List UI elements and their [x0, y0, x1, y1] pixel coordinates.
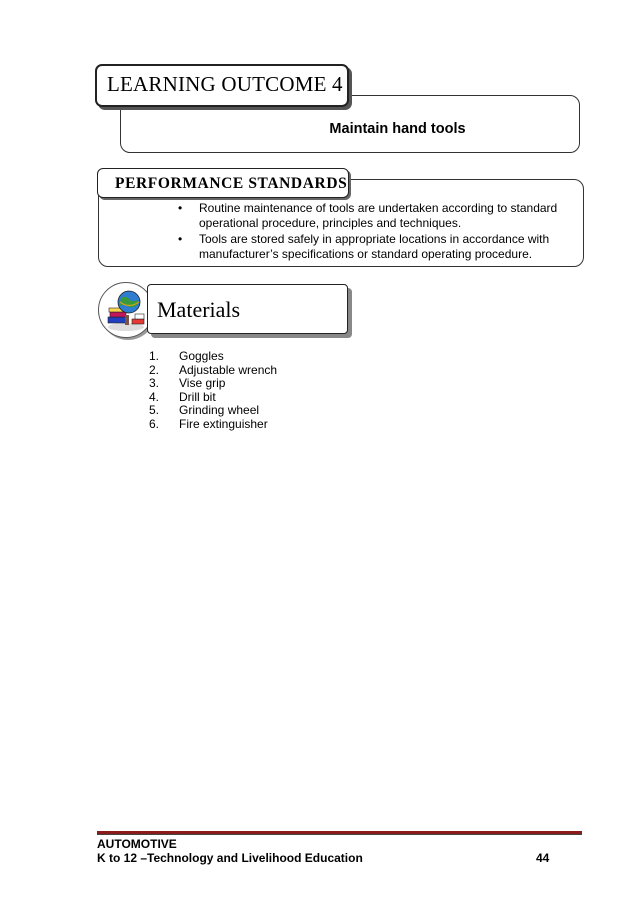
- material-text: Grinding wheel: [179, 403, 260, 417]
- list-item: [149, 350, 277, 364]
- bullet-icon: •: [178, 201, 183, 215]
- list-item: [149, 364, 277, 378]
- list-item: [149, 377, 277, 391]
- learning-outcome-label: LEARNING OUTCOME 4: [107, 72, 343, 96]
- performance-standards-tab: [97, 168, 349, 198]
- list-number: 5.: [149, 403, 160, 417]
- page-number: 44: [536, 851, 550, 865]
- list-number: 2.: [149, 362, 160, 377]
- materials-list: [149, 350, 277, 431]
- materials-label: Materials: [157, 297, 241, 322]
- learning-outcome-tab: [95, 64, 349, 107]
- standard-text: Tools are stored safely in appropriate locations in accordance with manufacturer’s specifications or standard operating procedure.: [199, 232, 550, 261]
- performance-standards-label: PERFORMANCE STANDARDS: [115, 175, 348, 192]
- list-item: [178, 201, 558, 231]
- standard-text: Routine maintenance of tools are undertaken according to standard operational procedure, principles and techniques.: [199, 201, 558, 230]
- globe-books-icon: [98, 282, 154, 338]
- list-item: [149, 404, 277, 418]
- material-text: Adjustable wrench: [179, 362, 278, 377]
- list-number: 4.: [149, 389, 160, 404]
- footer-divider: [97, 831, 582, 835]
- bullet-icon: •: [178, 232, 183, 246]
- list-item: [178, 232, 558, 262]
- material-text: Goggles: [179, 349, 224, 363]
- footer-title: AUTOMOTIVE: [97, 837, 177, 851]
- list-number: 3.: [149, 376, 160, 390]
- footer-course: K to 12 –Technology and Livelihood Education: [97, 851, 363, 865]
- list-number: 1.: [149, 349, 160, 363]
- materials-tab: [147, 284, 348, 334]
- list-item: [149, 391, 277, 405]
- performance-standards-list: [178, 201, 558, 263]
- list-number: 6.: [149, 416, 160, 431]
- material-text: Drill bit: [179, 389, 216, 404]
- learning-outcome-subtitle: Maintain hand tools: [329, 121, 466, 137]
- material-text: Fire extinguisher: [179, 416, 268, 431]
- list-item: [149, 418, 277, 432]
- material-text: Vise grip: [179, 376, 226, 390]
